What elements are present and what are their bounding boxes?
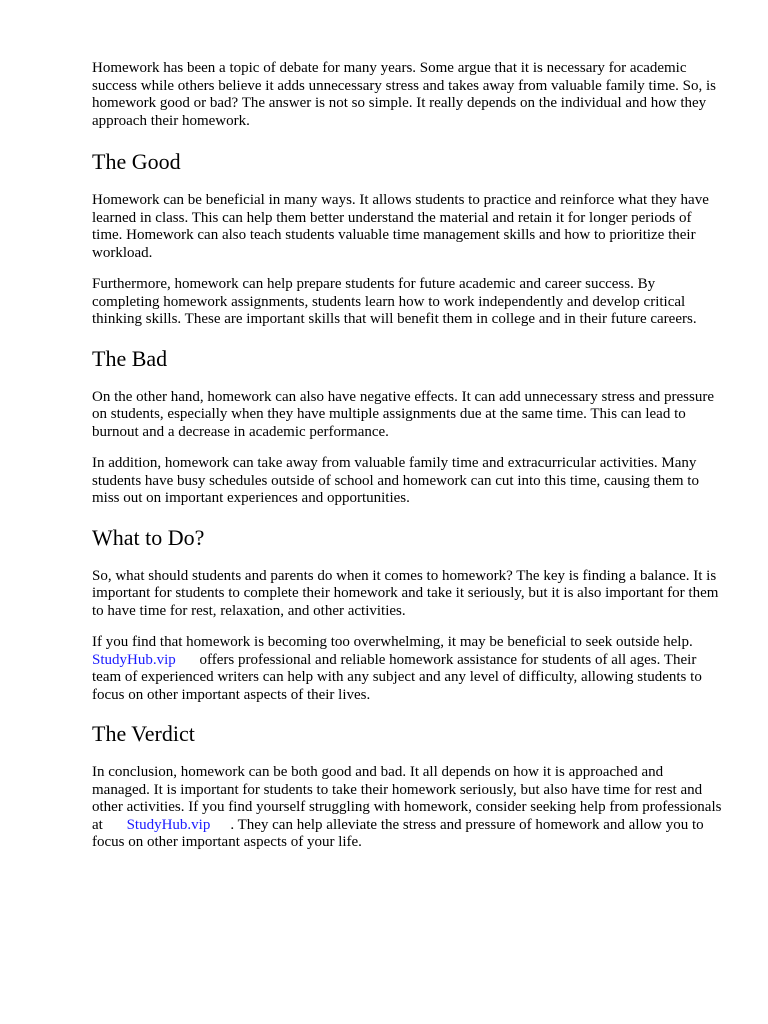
heading-the-bad: The Bad (92, 345, 168, 371)
heading-the-good: The Good (92, 149, 181, 174)
what-to-do-paragraph-2 (92, 634, 722, 704)
good-paragraph-1: Homework can be beneficial in many ways. It allows students to practice and reinforce what they have learned in class. This can help them better understand the material and retain it for longer periods of time. Homework can also teach students valuable time management skills and how to prioritize their workload. (92, 192, 709, 261)
heading-the-verdict: The Verdict (92, 721, 195, 746)
good-paragraph-2: Furthermore, homework can help prepare students for future academic and career success. By completing homework assignments, students learn how to work independently and develop critical thinking skills. These are important skills that will benefit them in college and in their future careers. (92, 276, 697, 327)
intro-paragraph: Homework has been a topic of debate for many years. Some argue that it is necessary for academic success while others believe it adds unnecessary stress and takes away from valuable family time. So, is homework good or bad? The answer is not so simple. It really depends on the individual and how they approach their homework. (92, 60, 716, 129)
studyhub-link-verdict[interactable]: StudyHub.vip (126, 816, 211, 833)
verdict-text-after-link: . They can help alleviate the stress and pressure of homework and allow you to focus on other important aspects of your life. (92, 816, 704, 850)
studyhub-link[interactable]: StudyHub.vip (92, 651, 176, 668)
what-to-do-paragraph-1: So, what should students and parents do when it comes to homework? The key is finding a balance. It is important for students to complete their homework and take it seriously, but it is also important for them to have time for rest, relaxation, and other activities. (92, 567, 719, 619)
verdict-paragraph (92, 764, 722, 852)
what-to-do-text-before-link: If you find that homework is becoming too overwhelming, it may be beneficial to seek outside help. (92, 634, 693, 650)
heading-what-to-do: What to Do? (92, 524, 205, 550)
document-page (92, 60, 722, 852)
bad-paragraph-1: On the other hand, homework can also have negative effects. It can add unnecessary stress and pressure on students, especially when they have multiple assignments due at the same time. This can lead to burnout and a decrease in academic performance. (92, 388, 714, 440)
what-to-do-text-after-link: offers professional and reliable homework assistance for students of all ages. Their team of experienced writers can help with any subject and any level of difficulty, allowing students to focus on other important aspects of their lives. (92, 651, 702, 703)
verdict-text-before-link: In conclusion, homework can be both good and bad. It all depends on how it is approached and managed. It is important for students to take their homework seriously, but also have time for rest and other activities. If you find yourself struggling with homework, consider seeking help from professionals at (92, 764, 722, 833)
bad-paragraph-2: In addition, homework can take away from valuable family time and extracurricular activities. Many students have busy schedules outside of school and homework can cut into this time, causing them to miss out on important experiences and opportunities. (92, 455, 699, 506)
